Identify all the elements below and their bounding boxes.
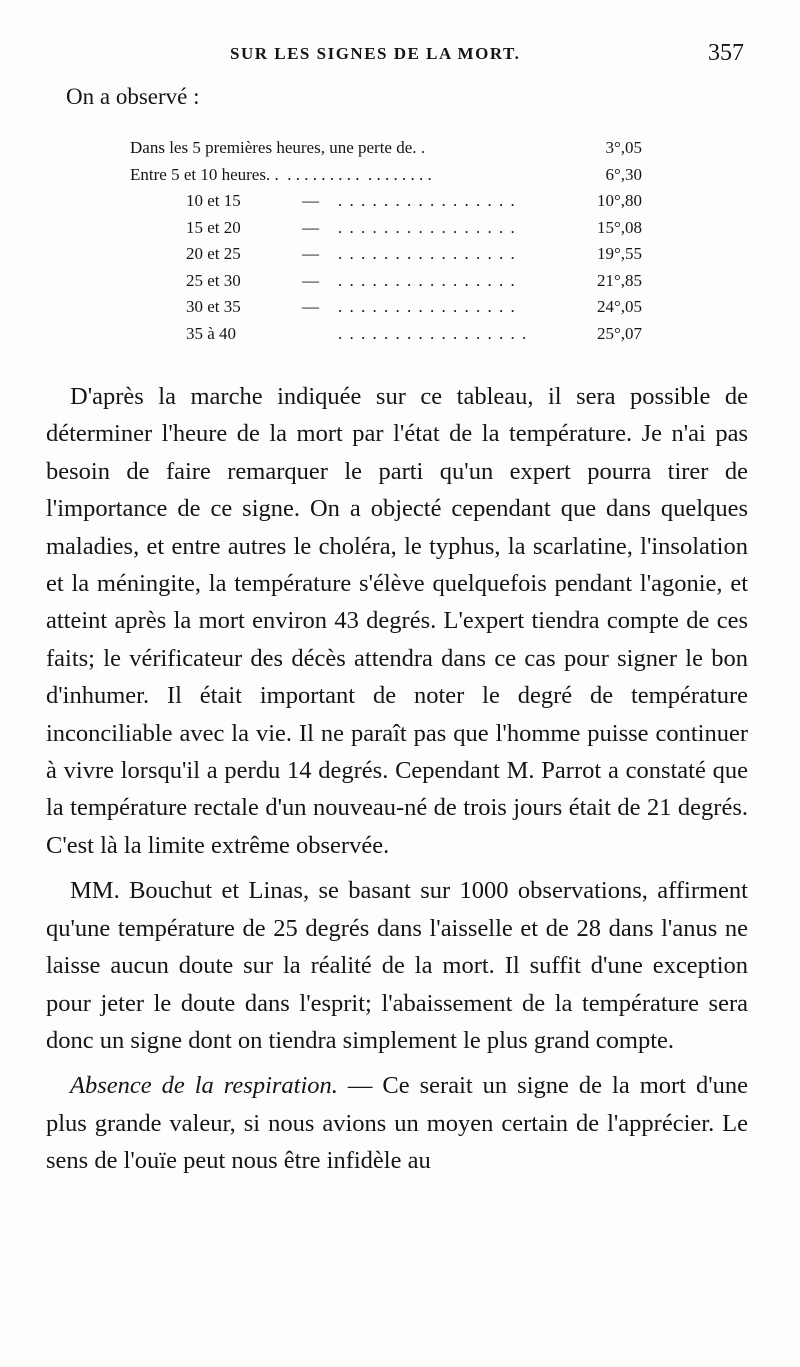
row-dash: —	[302, 244, 319, 263]
row-leader-dots: . . . . . . . . . . . . . . . .	[338, 270, 517, 290]
row-value: 10°,80	[596, 191, 642, 210]
intro-line: On a observé :	[66, 84, 200, 109]
row-value: 21°,85	[596, 270, 642, 290]
row-dash: —	[302, 191, 319, 210]
row-leader-dots: . . . . . . . . . . . . . . . . .	[338, 323, 528, 343]
table-row	[130, 271, 660, 298]
row-label: 30 et 35	[186, 297, 241, 316]
row-value: 24°,05	[596, 297, 642, 316]
row-leader-dots: . . . . . . . . . . . . . . . .	[338, 297, 517, 316]
table-row	[130, 244, 660, 271]
running-head: SUR LES SIGNES DE LA MORT.	[230, 44, 521, 63]
row-label: 15 et 20	[186, 217, 241, 237]
table-row	[130, 165, 660, 192]
row-label: 10 et 15	[186, 191, 241, 210]
row-label: 20 et 25	[186, 244, 241, 263]
page-number: 357	[708, 40, 744, 66]
row-value: 6°,30	[605, 164, 642, 184]
paragraph-respiration	[46, 1067, 748, 1179]
row-value: 19°,55	[596, 244, 642, 263]
row-dash: —	[302, 217, 319, 237]
respiration-text: — Ce serait un signe de la mort d'une plus grande valeur, si nous avions un moyen certain de l'apprécier. Le sens de l'ouïe peut nous être infidèle au	[46, 1072, 749, 1175]
row-leader-dots: . . . . . . . . . . . . . . . .	[338, 217, 517, 237]
row-label: Dans les 5 premières heures, une perte de. .	[130, 138, 426, 157]
row-value: 15°,08	[596, 217, 642, 237]
body-text	[46, 378, 748, 1180]
row-leader-dots: . . . . . . . . . . . . . . . .	[338, 244, 517, 263]
row-label: 25 et 30	[186, 270, 241, 290]
row-value: 25°,07	[596, 323, 642, 343]
paragraph-bouchut-linas: MM. Bouchut et Linas, se basant sur 1000 observations, affirment qu'une température de 25 degrés dans l'aisselle et de 28 dans l'anus ne laisse aucun doute sur la réalité de la mort. Il suffit d'une exception pour jeter le doute dans l'esprit; l'abaissement de la température sera donc un signe dont on tiendra simplement le plus grand compte.	[46, 877, 748, 1054]
row-label: Entre 5 et 10 heures. . . . . . . . . . . . . . . . . . .	[130, 164, 432, 184]
paragraph-temperature-chart: D'après la marche indiquée sur ce tableau, il sera possible de déterminer l'heure de la mort par l'état de la température. Je n'ai pas besoin de faire remarquer le parti qu'un expert pourra tirer de l'importance de ce signe. On a objecté cependant que dans quelques maladies, et entre autres le choléra, le typhus, la scarlatine, l'insolation et la méningite, la température s'élève quelquefois pendant l'agonie, et atteint après la mort environ 43 degrés. L'expert tiendra compte de ces faits; le vérificateur des décès attendra dans ce cas pour signer le bon d'inhumer. Il était important de noter le degré de température inconciliable avec la vie. Il ne paraît pas que l'homme puisse continuer à vivre lorsqu'il a perdu 14 degrés. Cependant M. Parrot a constaté que la température rectale d'un nouveau-né de trois jours était de 21 degrés. C'est là la limite extrême observée.	[46, 383, 748, 859]
temperature-loss-table	[130, 138, 660, 350]
section-heading-respiration: Absence de la respiration.	[70, 1072, 338, 1100]
row-dash: —	[302, 270, 319, 290]
row-leader-dots: . . . . . . . . . . . . . . . .	[338, 191, 517, 210]
table-row	[130, 138, 660, 165]
page-header	[60, 40, 744, 76]
table-row	[130, 324, 660, 351]
row-dash: —	[302, 297, 319, 316]
row-value: 3°,05	[605, 138, 642, 157]
row-label: 35 à 40	[186, 323, 237, 343]
table-row	[130, 218, 660, 245]
table-row	[130, 297, 660, 324]
table-row	[130, 191, 660, 218]
